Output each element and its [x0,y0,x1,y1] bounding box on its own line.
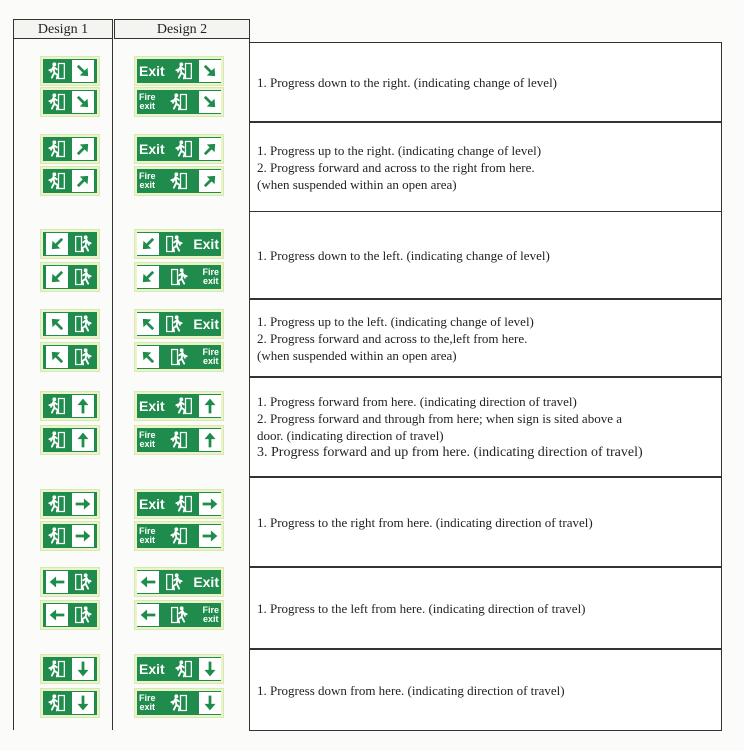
fire-exit-text [200,606,221,624]
running-man-icon [46,658,66,680]
description-line: 1. Progress down to the left. (indicating change of level) [257,247,550,263]
design-2-sign [135,230,223,258]
running-man-icon [46,692,66,714]
running-man-icon [173,60,193,82]
design-1-sign [41,522,99,550]
description-line: door. (indicating direction of travel) [257,428,444,443]
running-man-icon [46,395,66,417]
design-2-sign [135,310,223,338]
direction-description [249,42,722,122]
header-design-2: Design 2 [114,19,250,39]
running-man-icon [46,91,66,113]
design-2-sign [135,57,223,85]
design-1-sign [41,601,99,629]
arrow-up-right-icon [199,138,221,160]
running-man-icon [173,658,193,680]
arrow-down-left-icon [46,233,68,255]
running-man-icon [74,571,94,593]
arrow-down-icon [72,658,94,680]
design-1-sign [41,392,99,420]
description-line: (when suspended within an open area) [257,347,457,363]
design-1-sign [41,167,99,195]
fire-text: Fire [202,267,219,277]
design-2-sign [135,426,223,454]
fire-exit-text [137,527,158,545]
running-man-icon [168,429,188,451]
running-man-icon [170,604,190,626]
running-man-icon [46,525,66,547]
description-line: (when suspended within an open area) [257,176,457,192]
design-1-sign [41,263,99,291]
fire-exit-second-word: exit [202,356,219,366]
arrow-right-icon [72,525,94,547]
header-design-1: Design 1 [13,19,113,39]
arrow-up-right-icon [72,138,94,160]
arrow-down-left-icon [137,233,159,255]
running-man-icon [74,346,94,368]
fire-exit-second-word: exit [139,180,156,190]
description-line: 1. Progress up to the left. (indicating change of level) [257,313,534,329]
running-man-icon [173,395,193,417]
direction-description [249,299,722,377]
running-man-icon [165,571,185,593]
design-1-sign [41,88,99,116]
design-2-sign [135,167,223,195]
arrow-left-icon [137,571,159,593]
fire-text: Fire [202,605,219,615]
arrow-left-icon [137,604,159,626]
exit-text: Exit [193,316,219,332]
arrow-right-icon [199,525,221,547]
exit-text: Exit [139,661,165,677]
running-man-icon [170,266,190,288]
exit-text: Exit [193,236,219,252]
design-1-sign [41,135,99,163]
running-man-icon [165,233,185,255]
arrow-up-icon [199,429,221,451]
description-line: 2. Progress forward and across to the,left from here. [257,330,528,346]
running-man-icon [74,604,94,626]
design-1-sign [41,655,99,683]
design-2-sign [135,655,223,683]
fire-exit-second-word: exit [139,535,156,545]
running-man-icon [74,266,94,288]
design-2-sign [135,88,223,116]
description-line: 1. Progress to the right from here. (indicating direction of travel) [257,514,593,530]
running-man-icon [168,170,188,192]
design-2-sign [135,343,223,371]
direction-description [249,567,722,649]
direction-description [249,211,722,299]
running-man-icon [168,525,188,547]
arrow-down-icon [72,692,94,714]
arrow-up-icon [72,429,94,451]
direction-description [249,377,722,477]
design-2-sign [135,263,223,291]
arrow-down-right-icon [199,91,221,113]
arrow-down-right-icon [72,91,94,113]
arrow-down-right-icon [72,60,94,82]
arrow-up-right-icon [72,170,94,192]
exit-text: Exit [139,398,165,414]
description-line: 1. Progress up to the right. (indicating change of level) [257,142,542,158]
running-man-icon [46,60,66,82]
fire-exit-text [137,172,158,190]
exit-text: Exit [139,141,165,157]
direction-description [249,649,722,731]
fire-exit-second-word: exit [202,276,219,286]
fire-exit-second-word: exit [139,101,156,111]
fire-exit-second-word: exit [202,614,219,624]
design-2-sign [135,689,223,717]
arrow-down-icon [199,658,221,680]
arrow-up-left-icon [46,346,68,368]
arrow-up-icon [199,395,221,417]
arrow-down-left-icon [137,266,159,288]
design-1-sign [41,490,99,518]
design-2-sign [135,490,223,518]
exit-text: Exit [193,574,219,590]
fire-exit-text [137,431,158,449]
arrow-up-right-icon [199,170,221,192]
exit-text: Exit [139,496,165,512]
design-1-sign [41,310,99,338]
design-1-sign [41,230,99,258]
arrow-down-left-icon [46,266,68,288]
fire-text: Fire [202,347,219,357]
running-man-icon [173,138,193,160]
design-1-sign [41,343,99,371]
design-2-sign [135,601,223,629]
design-2-sign [135,522,223,550]
design-2-sign [135,392,223,420]
arrow-right-icon [199,493,221,515]
running-man-icon [168,692,188,714]
fire-exit-text [137,93,158,111]
description-line: 1. Progress forward from here. (indicating direction of travel) [257,394,577,409]
fire-exit-text [137,694,158,712]
running-man-icon [168,91,188,113]
direction-description [249,477,722,567]
direction-description [249,122,722,212]
running-man-icon [74,313,94,335]
arrow-up-left-icon [137,346,159,368]
running-man-icon [173,493,193,515]
fire-text: Fire [139,92,156,102]
arrow-right-icon [72,493,94,515]
description-line: 2. Progress forward and through from here; when sign is sited above a [257,411,622,426]
fire-exit-second-word: exit [139,702,156,712]
design-1-sign [41,568,99,596]
description-line: 1. Progress down from here. (indicating direction of travel) [257,682,565,698]
arrow-up-icon [72,395,94,417]
arrow-down-right-icon [199,60,221,82]
running-man-icon [46,493,66,515]
fire-text: Fire [139,693,156,703]
arrow-up-left-icon [46,313,68,335]
design-2-sign [135,135,223,163]
fire-text: Fire [139,526,156,536]
running-man-icon [74,233,94,255]
running-man-icon [46,138,66,160]
design-2-sign [135,568,223,596]
arrow-down-icon [199,692,221,714]
arrow-up-left-icon [137,313,159,335]
arrow-left-icon [46,571,68,593]
fire-exit-text [200,268,221,286]
fire-exit-text [200,348,221,366]
description-line: 1. Progress down to the right. (indicating change of level) [257,74,558,90]
design-1-sign [41,426,99,454]
running-man-icon [165,313,185,335]
running-man-icon [46,429,66,451]
fire-exit-second-word: exit [139,439,156,449]
design-1-sign [41,57,99,85]
design-1-sign [41,689,99,717]
description-line: 2. Progress forward and across to the right from here. [257,159,535,175]
exit-text: Exit [139,63,165,79]
fire-text: Fire [139,171,156,181]
description-line: 1. Progress to the left from here. (indicating direction of travel) [257,600,586,616]
description-line: 3. Progress forward and up from here. (indicating direction of travel) [257,445,643,460]
running-man-icon [170,346,190,368]
arrow-left-icon [46,604,68,626]
running-man-icon [46,170,66,192]
fire-text: Fire [139,430,156,440]
